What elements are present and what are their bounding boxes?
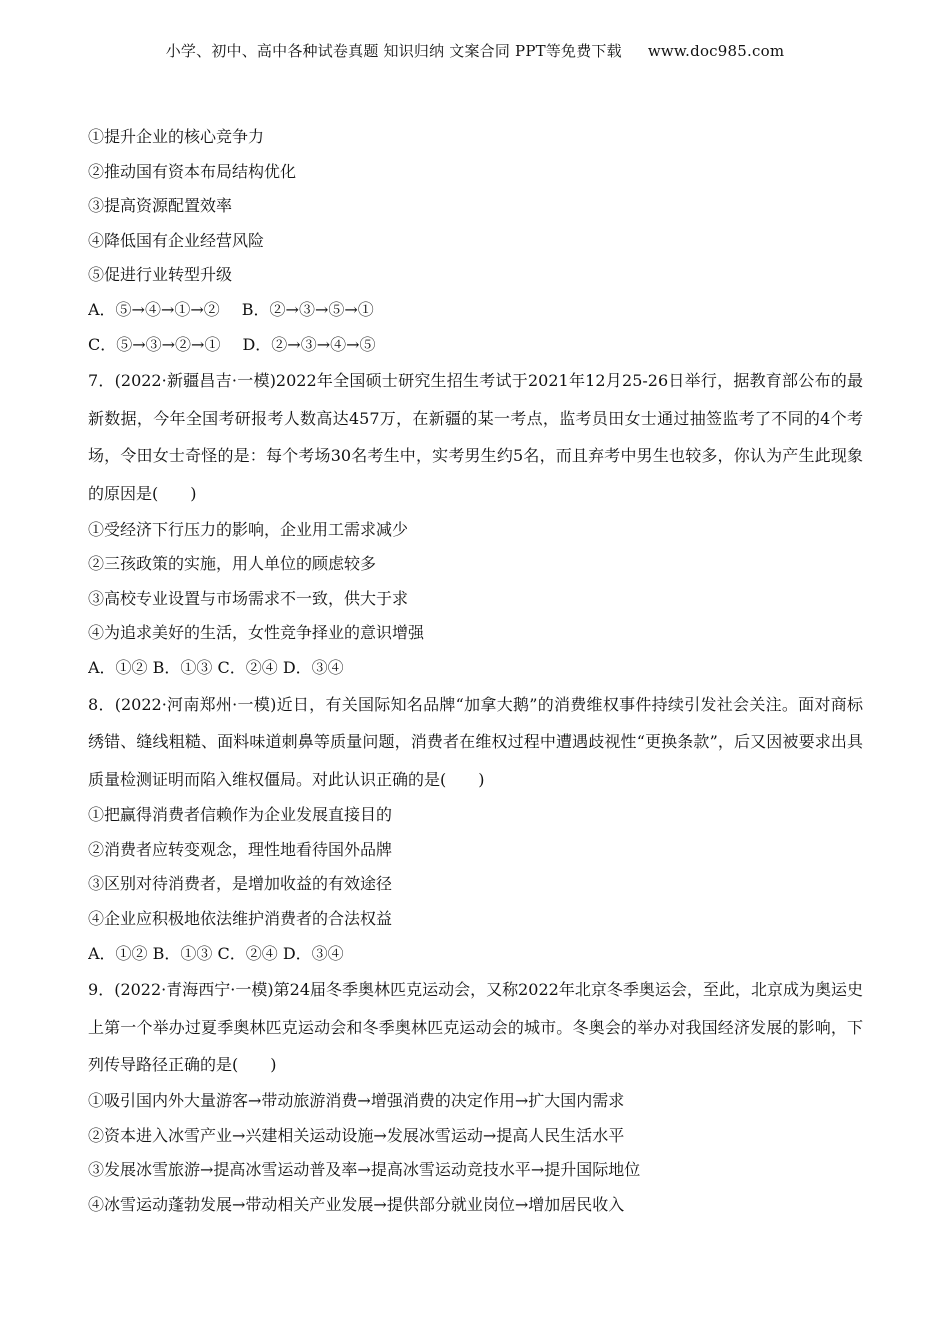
question-9 (88, 971, 863, 1222)
question-8 (88, 686, 863, 972)
q9-item-1: ①吸引国内外大量游客→带动旅游消费→增强消费的决定作用→扩大国内需求 (88, 1091, 625, 1111)
q6-item-2: ②推动国有资本布局结构优化 (88, 161, 297, 181)
q6-options-row-1 (88, 293, 863, 328)
q8-stem: 8．(2022·河南郑州·一模)近日，有关国际知名品牌“加拿大鹅”的消费维权事件持续引发社会关注。面对商标绣错、缝线粗糙、面料味道刺鼻等质量问题，消费者在维权过程中遭遇歧视性“更换条款”，后又因被要求出具质量检测证明而陷入维权僵局。对此认识正确的是( ) (88, 694, 863, 789)
q6-item-4: ④降低国有企业经营风险 (88, 230, 265, 250)
page-header (0, 40, 950, 61)
q6-option-b: B．②→③→⑤→① (241, 299, 374, 319)
q7-options: A．①② B．①③ C．②④ D．③④ (88, 657, 344, 677)
q9-stem: 9．(2022·青海西宁·一模)第24届冬季奥林匹克运动会，又称2022年北京冬季奥运会，至此，北京成为奥运史上第一个举办过夏季奥林匹克运动会和冬季奥林匹克运动会的城市。冬奥会的举办对我国经济发展的影响，下列传导路径正确的是( ) (88, 980, 863, 1075)
q7-stem: 7．(2022·新疆昌吉·一模)2022年全国硕士研究生招生考试于2021年12月25-26日举行，据教育部公布的最新数据，今年全国考研报考人数高达457万，在新疆的某一考点，监考员田女士通过抽签监考了不同的4个考场，令田女士奇怪的是：每个考场30名考生中，实考男生约5名，而且弃考中男生也较多，你认为产生此现象的原因是( ) (88, 371, 863, 503)
q9-item-4: ④冰雪运动蓬勃发展→带动相关产业发展→提供部分就业岗位→增加居民收入 (88, 1194, 625, 1214)
q7-item-4: ④为追求美好的生活，女性竞争择业的意识增强 (88, 623, 425, 643)
q6-item-5: ⑤促进行业转型升级 (88, 265, 233, 285)
q6-option-c: C．⑤→③→②→① (88, 334, 221, 354)
q9-item-3: ③发展冰雪旅游→提高冰雪运动普及率→提高冰雪运动竞技水平→提升国际地位 (88, 1160, 641, 1180)
q6-options-row-2 (88, 328, 863, 363)
question-7 (88, 362, 863, 685)
header-site-link[interactable]: www.doc985.com (647, 42, 785, 60)
q8-item-4: ④企业应积极地依法维护消费者的合法权益 (88, 909, 393, 929)
header-text: 小学、初中、高中各种试卷真题 知识归纳 文案合同 PPT等免费下载 (165, 42, 622, 60)
question-6 (88, 120, 863, 362)
q6-option-d: D．②→③→④→⑤ (242, 334, 376, 354)
q7-item-3: ③高校专业设置与市场需求不一致，供大于求 (88, 588, 409, 608)
q9-item-2: ②资本进入冰雪产业→兴建相关运动设施→发展冰雪运动→提高人民生活水平 (88, 1125, 625, 1145)
q6-option-a: A．⑤→④→①→② (88, 299, 220, 319)
q8-item-1: ①把赢得消费者信赖作为企业发展直接目的 (88, 805, 393, 825)
q6-item-3: ③提高资源配置效率 (88, 196, 233, 216)
q7-item-2: ②三孩政策的实施，用人单位的顾虑较多 (88, 554, 377, 574)
q7-item-1: ①受经济下行压力的影响，企业用工需求减少 (88, 519, 409, 539)
q8-item-2: ②消费者应转变观念，理性地看待国外品牌 (88, 839, 393, 859)
q8-item-3: ③区别对待消费者，是增加收益的有效途径 (88, 874, 393, 894)
q8-options: A．①② B．①③ C．②④ D．③④ (88, 943, 344, 963)
document-body (88, 120, 863, 1222)
q6-item-1: ①提升企业的核心竞争力 (88, 127, 265, 146)
